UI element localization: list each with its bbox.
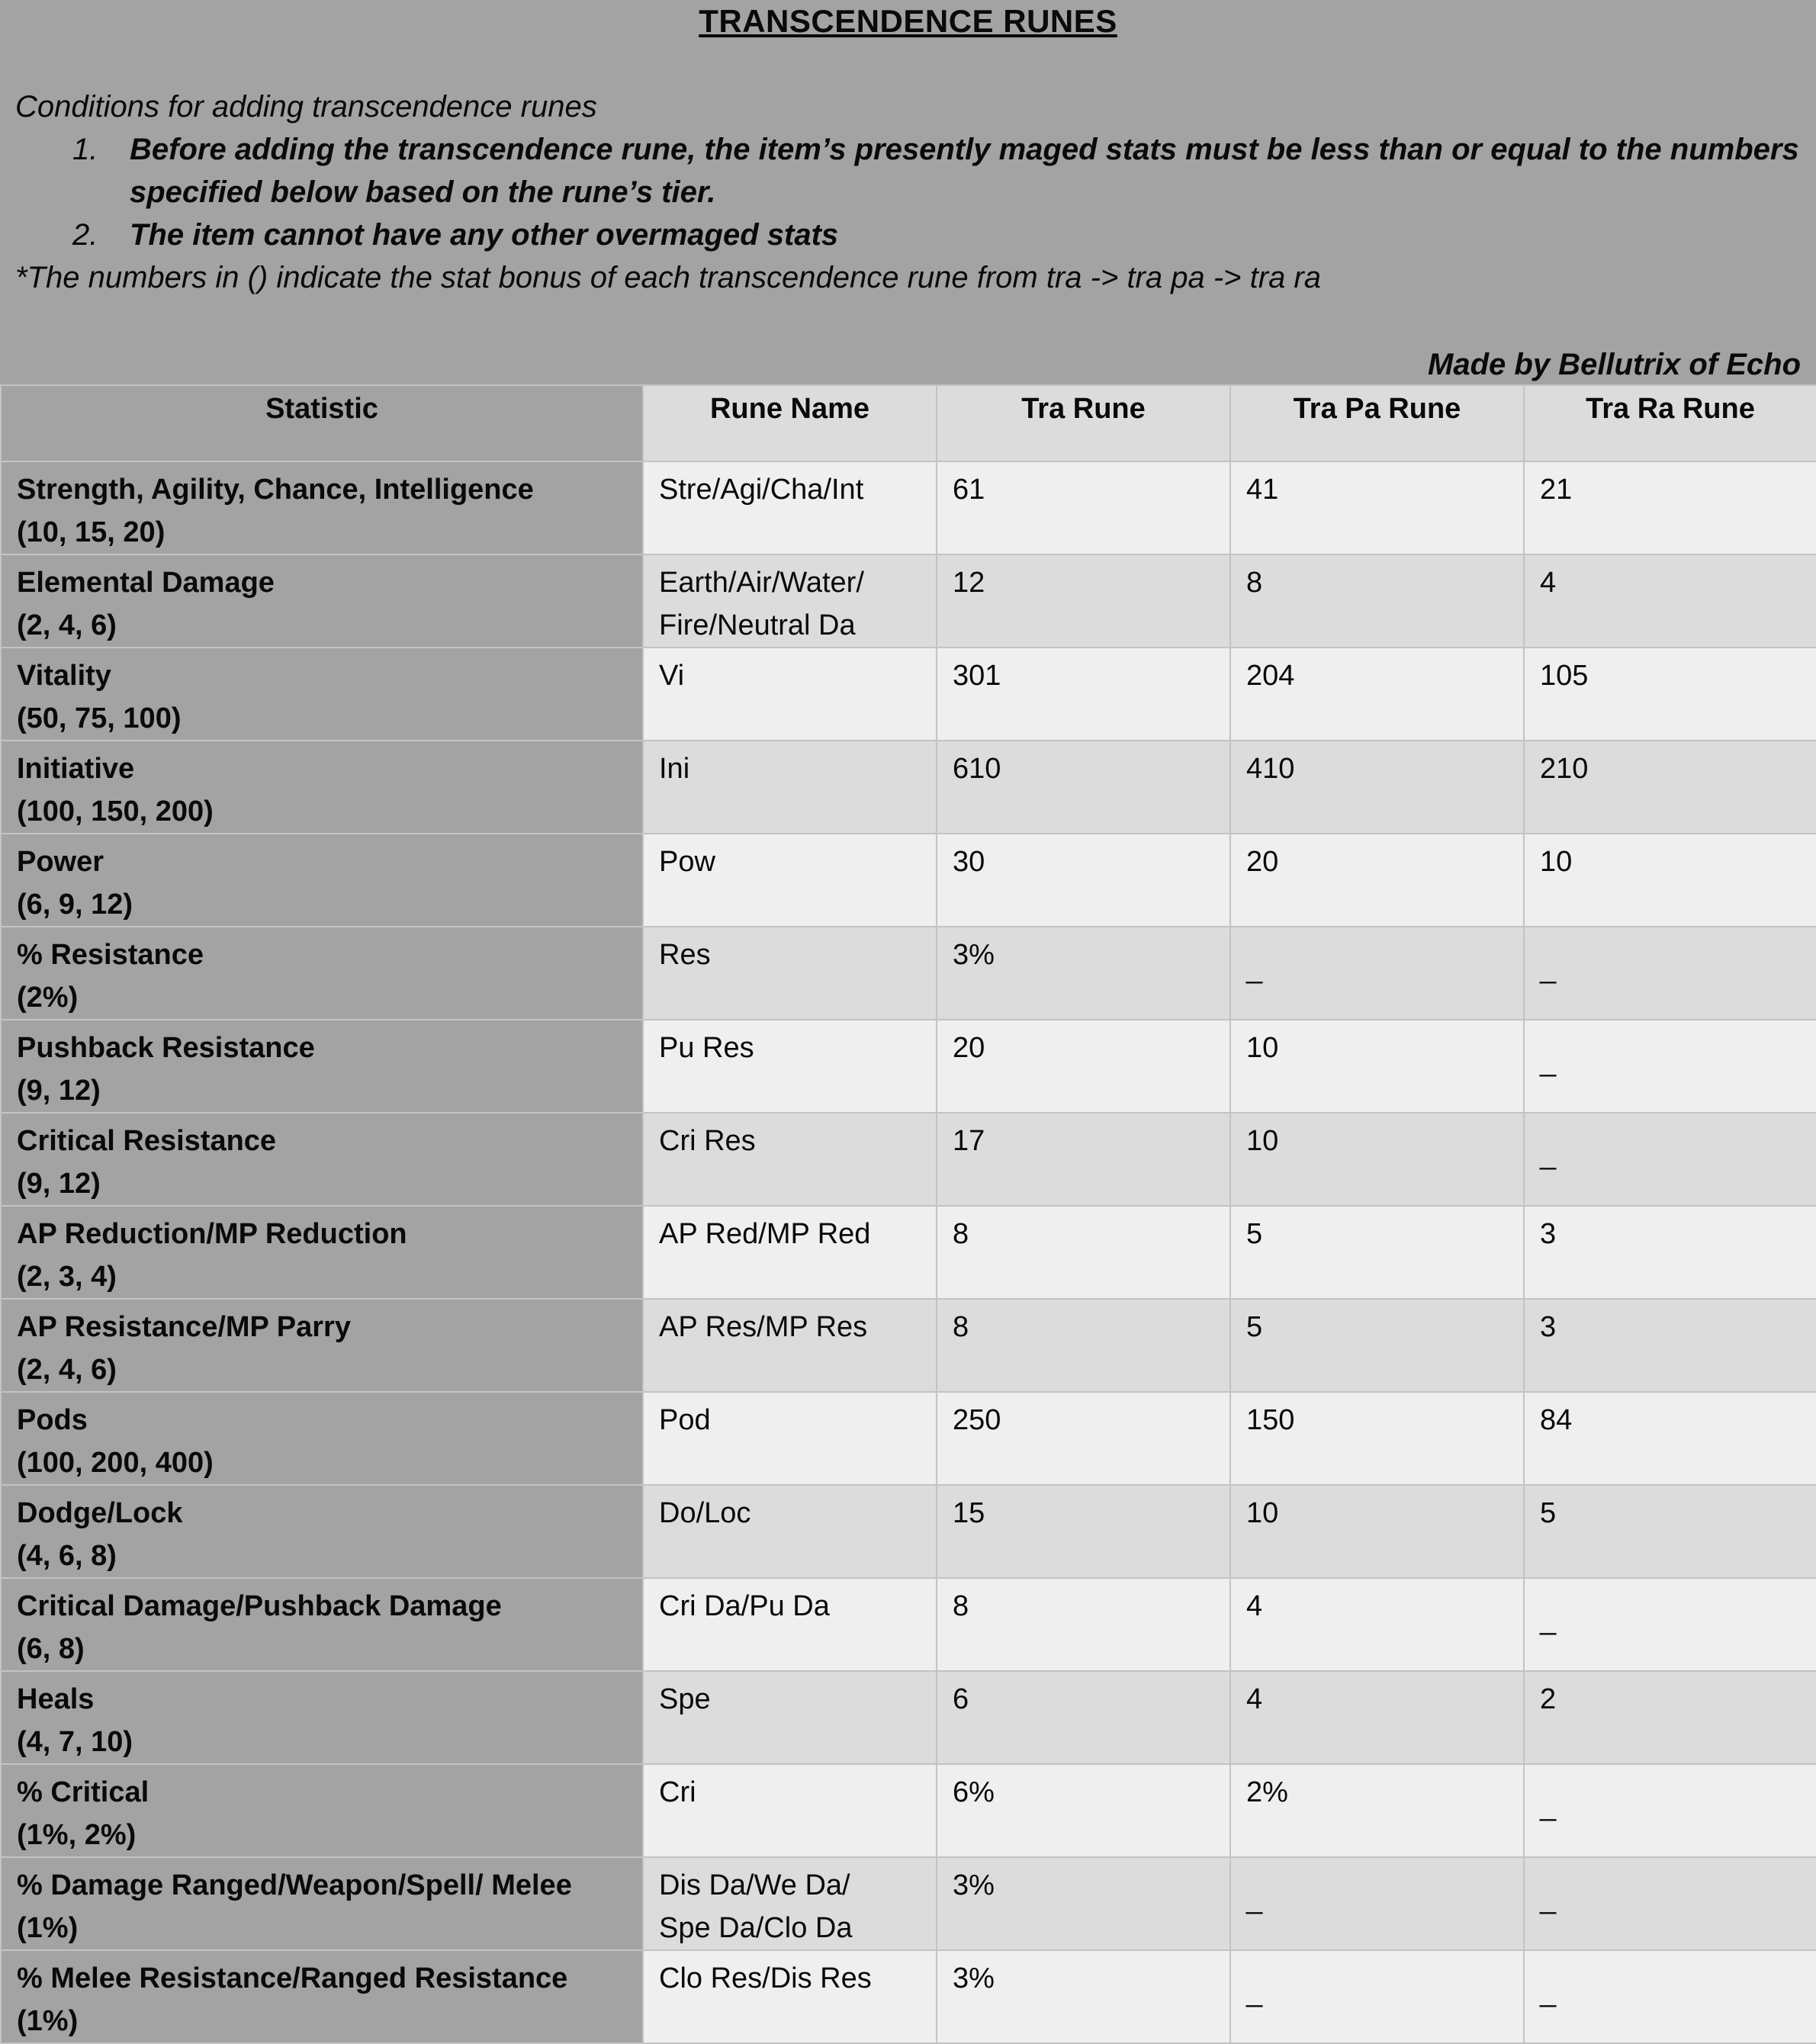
tra-ra-rune-cell: _ <box>1524 1113 1816 1206</box>
rune-name-cell <box>643 1206 937 1299</box>
table-row <box>1 741 1816 834</box>
condition-text: The item cannot have any other overmaged stats <box>130 218 839 252</box>
column-header-statistic: Statistic <box>1 385 643 461</box>
statistic-bonus: (2, 4, 6) <box>17 609 117 641</box>
statistic-name: % Damage Ranged/Weapon/Spell/ Melee <box>17 1869 572 1901</box>
statistic-name: AP Reduction/MP Reduction <box>17 1218 407 1250</box>
rune-name-cell <box>643 1950 937 2043</box>
rune-name: Cri <box>659 1776 696 1808</box>
tra-pa-rune-cell: 204 <box>1230 648 1524 741</box>
statistic-cell <box>1 1299 643 1392</box>
tra-rune-cell: 610 <box>937 741 1230 834</box>
rune-name-cell <box>643 1857 937 1950</box>
statistic-bonus: (1%, 2%) <box>17 1819 137 1851</box>
statistic-name: Dodge/Lock <box>17 1497 183 1529</box>
statistic-name: AP Resistance/MP Parry <box>17 1311 351 1343</box>
rune-name-cell <box>643 1764 937 1857</box>
tra-pa-rune-cell: 150 <box>1230 1392 1524 1485</box>
tra-rune-cell: 250 <box>937 1392 1230 1485</box>
statistic-cell <box>1 927 643 1020</box>
statistic-name: Pushback Resistance <box>17 1032 315 1064</box>
rune-name-cell <box>643 648 937 741</box>
table-header-row <box>1 385 1816 461</box>
condition-number: 1. <box>72 133 98 166</box>
rune-name-cell <box>643 1020 937 1113</box>
statistic-bonus: (2, 4, 6) <box>17 1354 117 1386</box>
statistic-cell <box>1 1950 643 2043</box>
statistic-bonus: (2, 3, 4) <box>17 1261 117 1293</box>
statistic-bonus: (9, 12) <box>17 1075 101 1107</box>
credit-line: Made by Bellutrix of Echo <box>1428 348 1801 381</box>
table-row <box>1 1392 1816 1485</box>
tra-ra-rune-cell: _ <box>1524 927 1816 1020</box>
rune-name-cell <box>643 741 937 834</box>
conditions-heading: Conditions for adding transcendence runes <box>15 90 597 124</box>
tra-rune-cell: 8 <box>937 1299 1230 1392</box>
rune-name: Pow <box>659 846 715 878</box>
condition-number: 2. <box>72 218 98 252</box>
statistic-name: Elemental Damage <box>17 567 275 599</box>
tra-pa-rune-cell: 8 <box>1230 554 1524 648</box>
tra-pa-rune-cell: _ <box>1230 1857 1524 1950</box>
conditions-notes <box>15 85 1800 299</box>
footnote: *The numbers in () indicate the stat bonus of each transcendence rune from tra -> tra pa -> tra ra <box>15 261 1321 294</box>
tra-pa-rune-cell: _ <box>1230 927 1524 1020</box>
rune-name-cell <box>643 1392 937 1485</box>
column-header-tra-rune: Tra Rune <box>937 385 1230 461</box>
table-row <box>1 1113 1816 1206</box>
statistic-name: Strength, Agility, Chance, Intelligence <box>17 474 534 506</box>
statistic-name: Heals <box>17 1683 95 1715</box>
rune-name-cell <box>643 461 937 554</box>
rune-name: Pod <box>659 1404 711 1436</box>
statistic-bonus: (10, 15, 20) <box>17 516 166 548</box>
rune-name: Do/Loc <box>659 1497 751 1529</box>
statistic-cell <box>1 1578 643 1671</box>
rune-name: Cri Da/Pu Da <box>659 1590 830 1622</box>
statistic-bonus: (100, 200, 400) <box>17 1447 214 1479</box>
tra-rune-cell: 12 <box>937 554 1230 648</box>
tra-pa-rune-cell: 410 <box>1230 741 1524 834</box>
tra-ra-rune-cell: _ <box>1524 1020 1816 1113</box>
condition-item <box>15 214 1800 256</box>
tra-ra-rune-cell: 21 <box>1524 461 1816 554</box>
tra-pa-rune-cell: 41 <box>1230 461 1524 554</box>
statistic-cell <box>1 741 643 834</box>
rune-name: AP Red/MP Red <box>659 1218 871 1250</box>
statistic-cell <box>1 1020 643 1113</box>
tra-ra-rune-cell: 84 <box>1524 1392 1816 1485</box>
tra-ra-rune-cell: _ <box>1524 1578 1816 1671</box>
rune-name-cell <box>643 834 937 927</box>
tra-rune-cell: 3% <box>937 1950 1230 2043</box>
statistic-cell <box>1 1392 643 1485</box>
rune-name: Res <box>659 939 711 971</box>
conditions-list <box>15 128 1800 256</box>
statistic-name: Critical Damage/Pushback Damage <box>17 1590 502 1622</box>
rune-name: Earth/Air/Water/ <box>659 567 864 599</box>
tra-rune-cell: 17 <box>937 1113 1230 1206</box>
tra-pa-rune-cell: _ <box>1230 1950 1524 2043</box>
tra-pa-rune-cell: 10 <box>1230 1485 1524 1578</box>
table-row <box>1 1578 1816 1671</box>
tra-pa-rune-cell: 4 <box>1230 1671 1524 1764</box>
statistic-bonus: (4, 6, 8) <box>17 1540 117 1572</box>
rune-name: Stre/Agi/Cha/Int <box>659 474 864 506</box>
tra-ra-rune-cell: 10 <box>1524 834 1816 927</box>
condition-text: specified below based on the rune’s tier. <box>130 175 716 209</box>
rune-name-cell <box>643 1485 937 1578</box>
rune-name: Spe <box>659 1683 711 1715</box>
tra-rune-cell: 15 <box>937 1485 1230 1578</box>
tra-rune-cell: 301 <box>937 648 1230 741</box>
statistic-bonus: (2%) <box>17 982 79 1014</box>
tra-ra-rune-cell: 2 <box>1524 1671 1816 1764</box>
tra-rune-cell: 20 <box>937 1020 1230 1113</box>
table-row <box>1 1206 1816 1299</box>
table-row <box>1 1950 1816 2043</box>
tra-ra-rune-cell: 105 <box>1524 648 1816 741</box>
statistic-cell <box>1 648 643 741</box>
statistic-name: % Critical <box>17 1776 149 1808</box>
rune-name-cell <box>643 1671 937 1764</box>
statistic-bonus: (1%) <box>17 2005 79 2037</box>
column-header-tra-pa-rune: Tra Pa Rune <box>1230 385 1524 461</box>
rune-name-cell <box>643 927 937 1020</box>
tra-pa-rune-cell: 20 <box>1230 834 1524 927</box>
table-row <box>1 461 1816 554</box>
rune-name: Dis Da/We Da/ <box>659 1869 850 1901</box>
tra-pa-rune-cell: 10 <box>1230 1113 1524 1206</box>
statistic-cell <box>1 1485 643 1578</box>
tra-ra-rune-cell: _ <box>1524 1764 1816 1857</box>
statistic-bonus: (50, 75, 100) <box>17 702 182 734</box>
statistic-bonus: (6, 9, 12) <box>17 889 133 921</box>
tra-pa-rune-cell: 2% <box>1230 1764 1524 1857</box>
table-row <box>1 1764 1816 1857</box>
statistic-cell <box>1 554 643 648</box>
tra-ra-rune-cell: _ <box>1524 1857 1816 1950</box>
rune-name-cell <box>643 1113 937 1206</box>
statistic-bonus: (9, 12) <box>17 1168 101 1200</box>
table-row <box>1 1020 1816 1113</box>
page-title: TRANSCENDENCE RUNES <box>699 3 1117 39</box>
rune-name-cell <box>643 1299 937 1392</box>
condition-item <box>15 128 1800 214</box>
statistic-cell <box>1 834 643 927</box>
table-row <box>1 554 1816 648</box>
table-body <box>1 461 1816 2043</box>
tra-ra-rune-cell: 3 <box>1524 1299 1816 1392</box>
statistic-name: Critical Resistance <box>17 1125 277 1157</box>
tra-rune-cell: 3% <box>937 1857 1230 1950</box>
rune-name-continued: Fire/Neutral Da <box>659 609 856 641</box>
table-row <box>1 1485 1816 1578</box>
statistic-name: Vitality <box>17 660 111 692</box>
tra-rune-cell: 8 <box>937 1578 1230 1671</box>
table-row <box>1 1299 1816 1392</box>
rune-name: AP Res/MP Res <box>659 1311 868 1343</box>
table-row <box>1 1857 1816 1950</box>
tra-rune-cell: 8 <box>937 1206 1230 1299</box>
rune-name: Clo Res/Dis Res <box>659 1962 872 1994</box>
tra-ra-rune-cell: 210 <box>1524 741 1816 834</box>
statistic-cell <box>1 461 643 554</box>
condition-text: Before adding the transcendence rune, the item’s presently maged stats must be less than or equal to the numbers <box>130 133 1799 166</box>
table-row <box>1 648 1816 741</box>
statistic-name: Power <box>17 846 104 878</box>
tra-pa-rune-cell: 4 <box>1230 1578 1524 1671</box>
tra-rune-cell: 30 <box>937 834 1230 927</box>
tra-ra-rune-cell: _ <box>1524 1950 1816 2043</box>
tra-ra-rune-cell: 3 <box>1524 1206 1816 1299</box>
rune-name-cell <box>643 1578 937 1671</box>
table-row <box>1 834 1816 927</box>
statistic-name: Pods <box>17 1404 88 1436</box>
statistic-bonus: (6, 8) <box>17 1633 85 1665</box>
rune-name: Vi <box>659 660 685 692</box>
statistic-cell <box>1 1206 643 1299</box>
statistic-name: % Resistance <box>17 939 204 971</box>
tra-rune-cell: 6 <box>937 1671 1230 1764</box>
column-header-tra-ra-rune: Tra Ra Rune <box>1524 385 1816 461</box>
table-row <box>1 1671 1816 1764</box>
column-header-rune-name: Rune Name <box>643 385 937 461</box>
rune-name: Ini <box>659 753 690 785</box>
tra-pa-rune-cell: 5 <box>1230 1299 1524 1392</box>
tra-pa-rune-cell: 10 <box>1230 1020 1524 1113</box>
statistic-cell <box>1 1671 643 1764</box>
statistic-bonus: (100, 150, 200) <box>17 795 214 828</box>
statistic-cell <box>1 1857 643 1950</box>
runes-table <box>0 384 1816 2044</box>
tra-ra-rune-cell: 4 <box>1524 554 1816 648</box>
tra-pa-rune-cell: 5 <box>1230 1206 1524 1299</box>
tra-rune-cell: 3% <box>937 927 1230 1020</box>
statistic-cell <box>1 1764 643 1857</box>
rune-name: Pu Res <box>659 1032 754 1064</box>
statistic-name: Initiative <box>17 753 135 785</box>
statistic-cell <box>1 1113 643 1206</box>
table-row <box>1 927 1816 1020</box>
statistic-bonus: (4, 7, 10) <box>17 1726 133 1758</box>
statistic-name: % Melee Resistance/Ranged Resistance <box>17 1962 568 1994</box>
rune-name-cell <box>643 554 937 648</box>
tra-rune-cell: 61 <box>937 461 1230 554</box>
rune-name-continued: Spe Da/Clo Da <box>659 1912 853 1944</box>
tra-ra-rune-cell: 5 <box>1524 1485 1816 1578</box>
tra-rune-cell: 6% <box>937 1764 1230 1857</box>
rune-name: Cri Res <box>659 1125 756 1157</box>
statistic-bonus: (1%) <box>17 1912 79 1944</box>
